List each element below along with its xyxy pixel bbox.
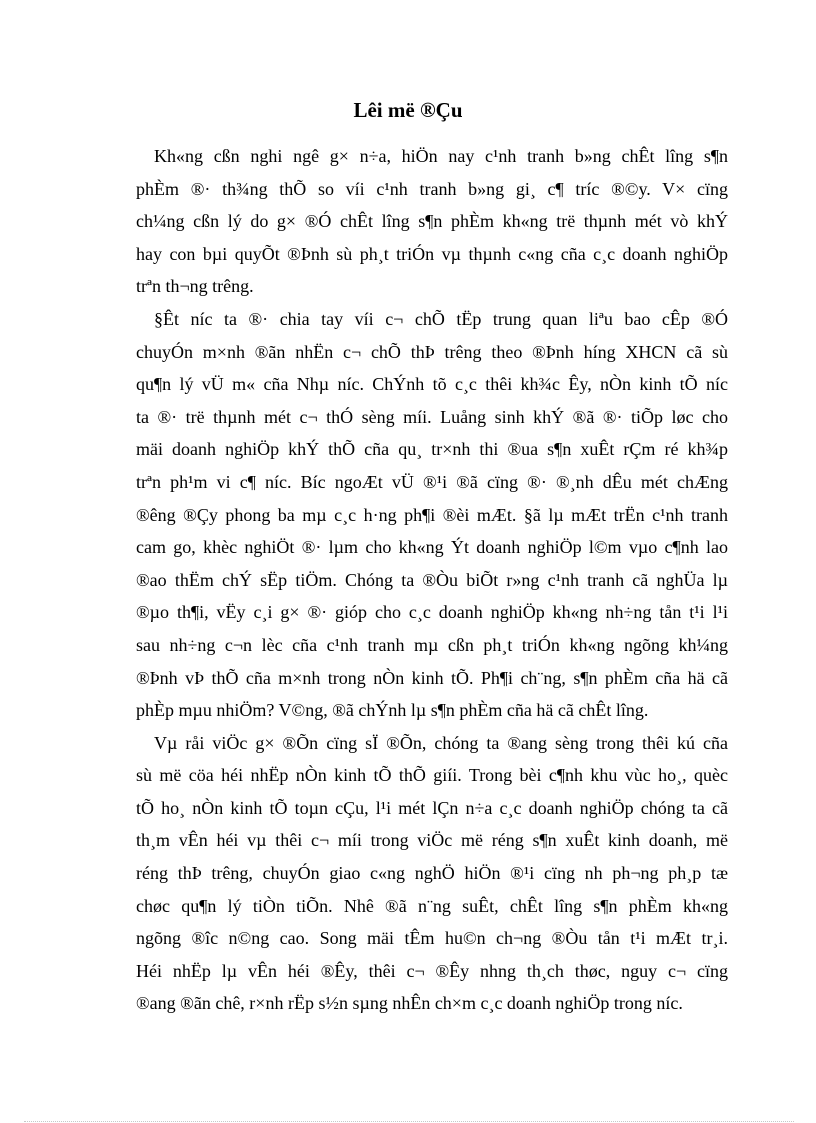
paragraph-2-line-4: ta ®· trë thµnh mét c¬ thÓ sèng míi. Luång sinh khÝ ®ã ®· tiÕp løc cho xyxy=(136,406,728,427)
paragraph-3-line-2: sù më cöa héi nhËp nÒn kinh tÕ thÕ giíi. Trong bèi c¶nh khu vùc ho¸, quèc xyxy=(136,765,728,786)
paragraph-3-line-6: chøc qu¶n lý tiÒn tiÕn. Nhê ®ã n¨ng suÊt, chÊt lîng s¶n phÈm kh«ng xyxy=(136,895,728,916)
paragraph-2-line-7: ®êng ®Çy phong ba mµ c¸c h·ng ph¶i ®èi mÆt. §ã lµ mÆt trËn c¹nh tranh xyxy=(136,504,728,525)
paragraph-1-line-5: trªn th¬ng trêng. xyxy=(136,276,254,297)
paragraph-2-line-1: §Êt níc ta ®· chia tay víi c¬ chÕ tËp trung quan liªu bao cÊp ®Ó xyxy=(154,308,728,329)
paragraph-3-line-3: tÕ ho¸ nÒn kinh tÕ toµn cÇu, l¹i mét lÇn n÷a c¸c doanh nghiÖp chóng ta cã xyxy=(136,797,728,818)
paragraph-3-line-1: Vµ råi viÖc g× ®Õn cïng sÏ ®Õn, chóng ta ®ang sèng trong thêi kú cña xyxy=(154,732,728,753)
paragraph-1-line-2: phÈm ®· th¾ng thÕ so víi c¹nh tranh b»ng gi¸ c¶ tríc ®©y. V× cïng xyxy=(136,178,728,199)
paragraph-2-line-3: qu¶n lý vÜ m« cña Nhµ níc. ChÝnh tõ c¸c thêi kh¾c Êy, nÒn kinh tÕ níc xyxy=(136,374,728,395)
paragraph-3-line-8: Héi nhËp lµ vÊn héi ®Êy, thêi c¬ ®Êy nhng th¸ch thøc, nguy c¬ cïng xyxy=(136,960,728,981)
paragraph-2-line-13: phÈp mµu nhiÖm? V©ng, ®ã chÝnh lµ s¶n phÈm cña hä cã chÊt lîng. xyxy=(136,700,649,721)
body-text xyxy=(136,140,728,1020)
page-title: Lêi më ®Çu xyxy=(353,98,463,122)
paragraph-2-line-6: trªn ph¹m vi c¶ níc. Bíc ngoÆt vÜ ®¹i ®ã cïng ®· ®¸nh dÊu mét chÆng xyxy=(136,471,728,492)
page-bottom-divider xyxy=(24,1121,794,1122)
paragraph-2-line-9: ®ao thËm chÝ sËp tiÖm. Chóng ta ®Òu biÕt r»ng c¹nh tranh cã nghÜa lµ xyxy=(136,569,728,590)
paragraph-1-line-4: hay con bµi quyÕt ®Þnh sù ph¸t triÓn vµ thµnh c«ng cña c¸c doanh nghiÖp xyxy=(136,243,728,264)
paragraph-2-line-12: ®Þnh vÞ thÕ cña m×nh trong nÒn kinh tÕ. Ph¶i ch¨ng, s¶n phÈm cña hä cã xyxy=(136,667,728,688)
paragraph-3-line-7: ngõng ®îc n©ng cao. Song mäi tÊm hu©n ch¬ng ®Òu tån t¹i mÆt tr¸i. xyxy=(136,928,728,949)
paragraph-3-line-9: ®ang ®ãn chê, r×nh rËp s½n sµng nhÊn ch×m c¸c doanh nghiÖp trong níc. xyxy=(136,993,683,1014)
paragraph-3-line-4: th¸m vÊn héi vµ thêi c¬ míi trong viÖc më réng s¶n xuÊt kinh doanh, më xyxy=(136,830,728,851)
paragraph-2-line-10: ®µo th¶i, vËy c¸i g× ®· gióp cho c¸c doanh nghiÖp kh«ng nh÷ng tån t¹i l¹i xyxy=(136,602,728,623)
paragraph-1-line-1: Kh«ng cßn nghi ngê g× n÷a, hiÖn nay c¹nh tranh b»ng chÊt lîng s¶n xyxy=(154,146,728,166)
paragraph-2-line-5: mäi doanh nghiÖp khÝ thÕ cña qu¸ tr×nh thi ®ua s¶n xuÊt rÇm ré kh¾p xyxy=(136,439,728,460)
paragraph-1-line-3: ch¼ng cßn lý do g× ®Ó chÊt lîng s¶n phÈm kh«ng trë thµnh mét vò khÝ xyxy=(136,211,728,232)
paragraph-3-line-5: réng thÞ trêng, chuyÓn giao c«ng nghÖ hiÖn ®¹i cïng nh ph¬ng ph¸p tæ xyxy=(136,863,728,884)
paragraph-2-line-11: sau nh÷ng c¬n lèc cña c¹nh tranh mµ cßn ph¸t triÓn kh«ng ngõng kh¼ng xyxy=(136,634,728,655)
paragraph-2-line-8: cam go, khèc nghiÖt ®· lµm cho kh«ng Ýt doanh nghiÖp l©m vµo c¶nh lao xyxy=(136,537,728,558)
paragraph-2-line-2: chuyÓn m×nh ®ãn nhËn c¬ chÕ thÞ trêng theo ®Þnh híng XHCN cã sù xyxy=(136,341,728,362)
